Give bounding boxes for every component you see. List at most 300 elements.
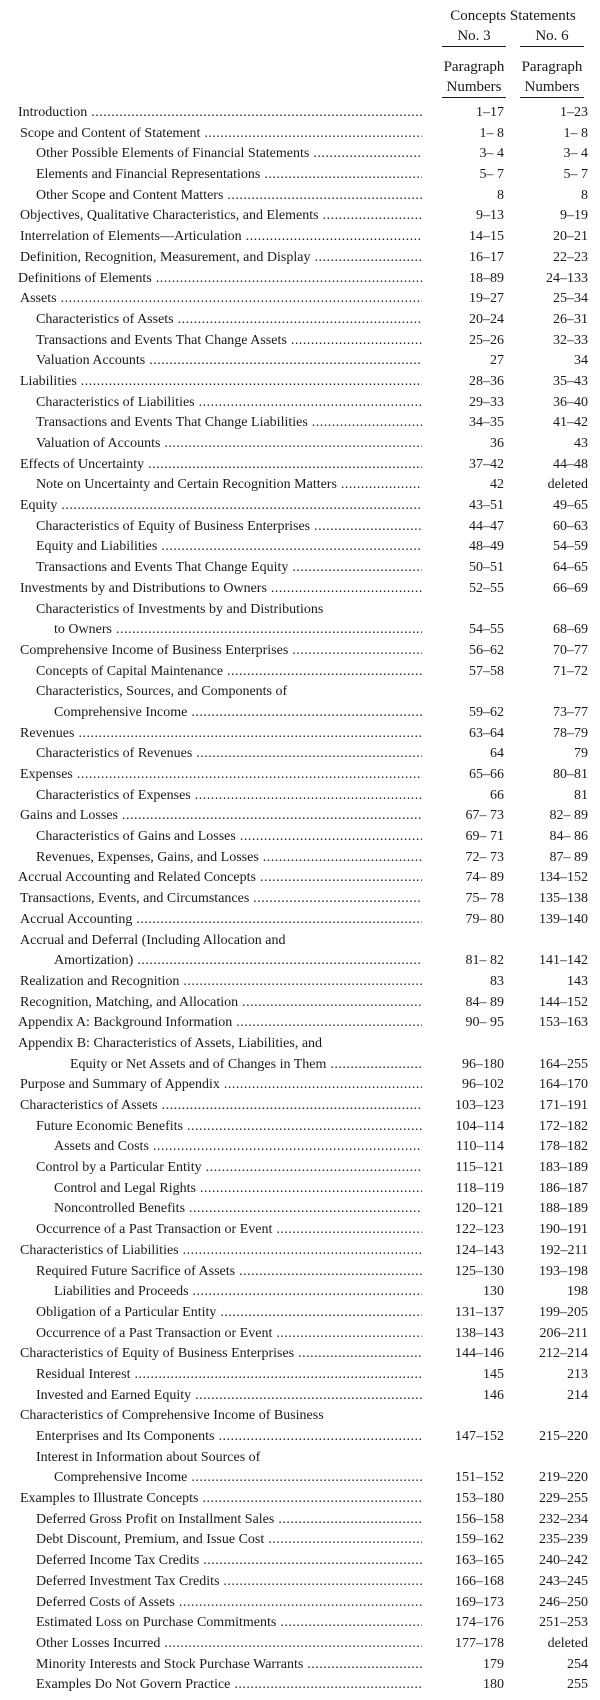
toc-entry-no6-paragraphs: 54–59 bbox=[553, 539, 588, 555]
toc-entry-title: Revenues ..... bbox=[0, 724, 422, 745]
toc-entry bbox=[0, 1655, 600, 1676]
toc-entry-no3-paragraphs: 57–58 bbox=[469, 663, 504, 679]
toc-entry-no6-paragraphs: 81 bbox=[574, 787, 588, 803]
toc-entry-title: Effects of Uncertainty ..... bbox=[0, 455, 422, 476]
toc-entry-title: Examples Do Not Govern Practice ..... bbox=[0, 1675, 422, 1696]
toc-entry-no6-paragraphs: 64–65 bbox=[553, 560, 588, 576]
toc-entry-title: Accrual Accounting ..... bbox=[0, 910, 422, 931]
toc-entry-no3-paragraphs: 104–114 bbox=[455, 1118, 504, 1134]
toc-entry-title: Estimated Loss on Purchase Commitments ..... bbox=[0, 1613, 422, 1634]
column-no3-subtitle bbox=[442, 57, 506, 98]
toc-entry bbox=[0, 848, 600, 869]
toc-entry bbox=[0, 1137, 600, 1158]
toc-entry-title: Other Possible Elements of Financial Statements ..... bbox=[0, 144, 422, 165]
toc-entry-no3-paragraphs: 44–47 bbox=[469, 518, 504, 534]
toc-entry bbox=[0, 703, 600, 724]
toc-entry bbox=[0, 413, 600, 434]
toc-entry-no3-paragraphs: 34–35 bbox=[469, 415, 504, 431]
toc-entry-no3-paragraphs: 153–180 bbox=[455, 1491, 504, 1507]
toc-entry bbox=[0, 910, 600, 931]
toc-entry-no3-paragraphs: 18–89 bbox=[469, 270, 504, 286]
toc-entry-title: Liabilities and Proceeds ..... bbox=[0, 1282, 422, 1303]
toc-entry-title: Realization and Recognition ..... bbox=[0, 972, 422, 993]
toc-entry-no6-paragraphs: 232–234 bbox=[539, 1511, 588, 1527]
toc-entry-no6-paragraphs: deleted bbox=[547, 1635, 588, 1651]
toc-entry-no6-paragraphs: 49–65 bbox=[553, 498, 588, 514]
toc-entry-no3-paragraphs: 9–13 bbox=[476, 208, 504, 224]
toc-entry bbox=[0, 868, 600, 889]
toc-entry bbox=[0, 1034, 600, 1055]
toc-entry bbox=[0, 993, 600, 1014]
toc-entry-no6-paragraphs: 192–211 bbox=[539, 1242, 588, 1258]
toc-entry-title: Interest in Information about Sources of bbox=[36, 1449, 261, 1465]
toc-entry-no6-paragraphs: 32–33 bbox=[553, 332, 588, 348]
column-no3-title: No. 3 bbox=[442, 26, 506, 47]
toc-entry-title: Enterprises and Its Components ..... bbox=[0, 1427, 422, 1448]
toc-entry-title: Other Losses Incurred ..... bbox=[0, 1634, 422, 1655]
toc-entry-title: Introduction ..... bbox=[0, 103, 422, 124]
toc-entry-no3-paragraphs: 8 bbox=[497, 187, 504, 203]
toc-entry bbox=[0, 1262, 600, 1283]
toc-entry-title: Appendix B: Characteristics of Assets, Liabilities, and bbox=[18, 1035, 323, 1051]
toc-entry-no6-paragraphs: 3– 4 bbox=[563, 146, 588, 162]
toc-entry-no3-paragraphs: 37–42 bbox=[469, 456, 504, 472]
toc-entry-no3-paragraphs: 179 bbox=[483, 1656, 504, 1672]
toc-entry-title: Comprehensive Income ..... bbox=[0, 1468, 422, 1489]
toc-entry-title: Minority Interests and Stock Purchase Warrants ..... bbox=[0, 1655, 422, 1676]
toc-entry-no6-paragraphs: 251–253 bbox=[539, 1615, 588, 1631]
toc-entry bbox=[0, 1593, 600, 1614]
toc-entry-title: Amortization) ..... bbox=[0, 951, 422, 972]
toc-entry bbox=[0, 206, 600, 227]
toc-entry-no3-paragraphs: 144–146 bbox=[455, 1346, 504, 1362]
toc-entry-no6-paragraphs: 164–170 bbox=[539, 1077, 588, 1093]
toc-entry bbox=[0, 1241, 600, 1262]
toc-entry-title: Control and Legal Rights ..... bbox=[0, 1179, 422, 1200]
toc-entry-no6-paragraphs: 212–214 bbox=[539, 1346, 588, 1362]
toc-entry-no3-paragraphs: 159–162 bbox=[455, 1532, 504, 1548]
toc-entry-title: Note on Uncertainty and Certain Recognition Matters ..... bbox=[0, 475, 422, 496]
toc-entry bbox=[0, 1613, 600, 1634]
toc-entry-title: Debt Discount, Premium, and Issue Cost ..... bbox=[0, 1530, 422, 1551]
toc-entry-title: Gains and Losses ..... bbox=[0, 806, 422, 827]
toc-entry-title: Investments by and Distributions to Owners ..... bbox=[0, 579, 422, 600]
toc-entry bbox=[0, 475, 600, 496]
toc-entry bbox=[0, 1365, 600, 1386]
toc-entry-title: Characteristics of Equity of Business Enterprises ..... bbox=[0, 517, 422, 538]
toc-entry bbox=[0, 889, 600, 910]
toc-entry-title: Occurrence of a Past Transaction or Event ..... bbox=[0, 1220, 422, 1241]
toc-entry-title: Equity or Net Assets and of Changes in Them ..... bbox=[0, 1055, 422, 1076]
toc-entry-no3-paragraphs: 138–143 bbox=[455, 1325, 504, 1341]
toc-entry-no3-paragraphs: 156–158 bbox=[455, 1511, 504, 1527]
toc-entry-no3-paragraphs: 64 bbox=[490, 746, 504, 762]
toc-entry-no6-paragraphs: 68–69 bbox=[553, 622, 588, 638]
toc-entry bbox=[0, 1489, 600, 1510]
toc-entry bbox=[0, 1282, 600, 1303]
toc-entry-title: to Owners ..... bbox=[0, 620, 422, 641]
toc-entry-title: Appendix A: Background Information ..... bbox=[0, 1013, 422, 1034]
toc-entry-title: Deferred Investment Tax Credits ..... bbox=[0, 1572, 422, 1593]
toc-entry-no3-paragraphs: 66 bbox=[490, 787, 504, 803]
toc-entry-no6-paragraphs: 41–42 bbox=[553, 415, 588, 431]
column-no6-header bbox=[520, 26, 584, 98]
toc-entry-title: Characteristics of Liabilities ..... bbox=[0, 393, 422, 414]
toc-entry-no3-paragraphs: 166–168 bbox=[455, 1573, 504, 1589]
toc-entry-no3-paragraphs: 56–62 bbox=[469, 642, 504, 658]
toc-entry-title: Deferred Gross Profit on Installment Sales ..... bbox=[0, 1510, 422, 1531]
toc-entry bbox=[0, 1406, 600, 1427]
toc-entry-no6-paragraphs: 183–189 bbox=[539, 1160, 588, 1176]
toc-entry bbox=[0, 310, 600, 331]
toc-entry-title: Concepts of Capital Maintenance ..... bbox=[0, 662, 422, 683]
toc-entry-title: Characteristics of Gains and Losses ..... bbox=[0, 827, 422, 848]
toc-entry-no6-paragraphs: 186–187 bbox=[539, 1180, 588, 1196]
toc-entry-title: Control by a Particular Entity ..... bbox=[0, 1158, 422, 1179]
toc-entry bbox=[0, 537, 600, 558]
toc-entry-no3-paragraphs: 29–33 bbox=[469, 394, 504, 410]
toc-entry-title: Comprehensive Income of Business Enterprises ..... bbox=[0, 641, 422, 662]
toc-entry-title: Comprehensive Income ..... bbox=[0, 703, 422, 724]
toc-entry bbox=[0, 1675, 600, 1696]
toc-entry-title: Transactions and Events That Change Equity ..... bbox=[0, 558, 422, 579]
toc-entry bbox=[0, 434, 600, 455]
toc-entry bbox=[0, 641, 600, 662]
toc-entry-title: Recognition, Matching, and Allocation ..... bbox=[0, 993, 422, 1014]
toc-entry bbox=[0, 289, 600, 310]
toc-entry-no3-paragraphs: 110–114 bbox=[456, 1139, 504, 1155]
toc-entry bbox=[0, 165, 600, 186]
toc-entry-no3-paragraphs: 75– 78 bbox=[465, 891, 504, 907]
toc-entry-no6-paragraphs: 190–191 bbox=[539, 1222, 588, 1238]
column-no3-subtitle-line1: Paragraph bbox=[443, 59, 505, 75]
toc-entry-no3-paragraphs: 48–49 bbox=[469, 539, 504, 555]
toc-entry-no6-paragraphs: 34 bbox=[574, 353, 588, 369]
toc-entry-no6-paragraphs: 144–152 bbox=[539, 994, 588, 1010]
toc-entry bbox=[0, 1096, 600, 1117]
toc-entry-no3-paragraphs: 122–123 bbox=[455, 1222, 504, 1238]
toc-entry-no3-paragraphs: 19–27 bbox=[469, 291, 504, 307]
toc-entry-title: Invested and Earned Equity ..... bbox=[0, 1386, 422, 1407]
toc-entry-no6-paragraphs: 246–250 bbox=[539, 1594, 588, 1610]
toc-entry bbox=[0, 1386, 600, 1407]
toc-entry-title: Characteristics, Sources, and Components of bbox=[36, 684, 288, 700]
toc-entry bbox=[0, 1551, 600, 1572]
toc-entry-no6-paragraphs: 235–239 bbox=[539, 1532, 588, 1548]
toc-entry-no3-paragraphs: 67– 73 bbox=[465, 808, 504, 824]
toc-entry bbox=[0, 1199, 600, 1220]
toc-entry-no6-paragraphs: 66–69 bbox=[553, 580, 588, 596]
toc-entry-no6-paragraphs: 1–23 bbox=[560, 105, 588, 120]
toc-entry-no3-paragraphs: 65–66 bbox=[469, 767, 504, 782]
toc-entry-no3-paragraphs: 42 bbox=[490, 477, 504, 493]
toc-entry-no3-paragraphs: 1– 8 bbox=[479, 125, 504, 141]
toc-entry-no3-paragraphs: 125–130 bbox=[455, 1263, 504, 1279]
toc-entry bbox=[0, 1344, 600, 1365]
toc-entry bbox=[0, 1510, 600, 1531]
toc-list bbox=[0, 103, 600, 1696]
toc-entry-no3-paragraphs: 16–17 bbox=[469, 249, 504, 265]
toc-entry bbox=[0, 558, 600, 579]
toc-entry bbox=[0, 455, 600, 476]
toc-entry-no3-paragraphs: 81– 82 bbox=[465, 953, 504, 969]
toc-entry-no6-paragraphs: 43 bbox=[574, 436, 588, 451]
toc-entry-no6-paragraphs: 188–189 bbox=[539, 1201, 588, 1217]
toc-entry-no6-paragraphs: 22–23 bbox=[553, 249, 588, 265]
toc-entry-no3-paragraphs: 130 bbox=[483, 1284, 504, 1300]
toc-entry-title: Characteristics of Liabilities ..... bbox=[0, 1241, 422, 1262]
column-no6-subtitle bbox=[520, 57, 584, 98]
toc-entry-no6-paragraphs: 178–182 bbox=[539, 1139, 588, 1155]
toc-entry bbox=[0, 1013, 600, 1034]
toc-entry-no3-paragraphs: 63–64 bbox=[469, 725, 504, 741]
toc-entry-title: Valuation of Accounts ..... bbox=[0, 434, 422, 455]
toc-entry-title: Required Future Sacrifice of Assets ..... bbox=[0, 1262, 422, 1283]
toc-entry-no3-paragraphs: 59–62 bbox=[469, 704, 504, 720]
toc-entry-title: Deferred Costs of Assets ..... bbox=[0, 1593, 422, 1614]
toc-entry bbox=[0, 1055, 600, 1076]
toc-entry-no6-paragraphs: 153–163 bbox=[539, 1015, 588, 1031]
toc-entry-title: Characteristics of Assets ..... bbox=[0, 1096, 422, 1117]
toc-entry-title: Assets and Costs ..... bbox=[0, 1137, 422, 1158]
toc-entry-no6-paragraphs: 87– 89 bbox=[549, 849, 588, 865]
toc-entry-no3-paragraphs: 72– 73 bbox=[465, 849, 504, 865]
toc-entry-no6-paragraphs: 219–220 bbox=[539, 1470, 588, 1486]
toc-entry-no3-paragraphs: 36 bbox=[490, 436, 504, 451]
toc-entry-no3-paragraphs: 163–165 bbox=[455, 1553, 504, 1569]
toc-entry bbox=[0, 1572, 600, 1593]
toc-entry-title: Occurrence of a Past Transaction or Event ..... bbox=[0, 1324, 422, 1345]
toc-entry bbox=[0, 972, 600, 993]
toc-entry-title: Noncontrolled Benefits ..... bbox=[0, 1199, 422, 1220]
toc-entry-no6-paragraphs: 134–152 bbox=[539, 870, 588, 886]
toc-entry bbox=[0, 103, 600, 124]
toc-entry bbox=[0, 351, 600, 372]
toc-entry-no3-paragraphs: 169–173 bbox=[455, 1594, 504, 1610]
toc-entry-no6-paragraphs: 255 bbox=[567, 1677, 588, 1693]
toc-entry-no3-paragraphs: 180 bbox=[483, 1677, 504, 1693]
toc-entry-title: Assets ..... bbox=[0, 289, 422, 310]
toc-entry-no3-paragraphs: 147–152 bbox=[455, 1429, 504, 1444]
toc-entry-no3-paragraphs: 52–55 bbox=[469, 580, 504, 596]
toc-entry-no6-paragraphs: 82– 89 bbox=[549, 808, 588, 824]
toc-entry-title: Characteristics of Expenses ..... bbox=[0, 786, 422, 807]
toc-entry-no6-paragraphs: 9–19 bbox=[560, 208, 588, 224]
toc-entry-title: Characteristics of Equity of Business Enterprises ..... bbox=[0, 1344, 422, 1365]
toc-entry-no3-paragraphs: 79– 80 bbox=[465, 911, 504, 927]
toc-entry-no6-paragraphs: 80–81 bbox=[553, 767, 588, 782]
toc-entry bbox=[0, 724, 600, 745]
toc-entry bbox=[0, 620, 600, 641]
toc-entry-no6-paragraphs: 206–211 bbox=[539, 1325, 588, 1341]
toc-entry-no3-paragraphs: 20–24 bbox=[469, 311, 504, 327]
toc-entry-title: Equity ..... bbox=[0, 496, 422, 517]
toc-entry bbox=[0, 372, 600, 393]
toc-entry-no3-paragraphs: 118–119 bbox=[456, 1180, 504, 1196]
toc-entry-no3-paragraphs: 84– 89 bbox=[465, 994, 504, 1010]
toc-entry bbox=[0, 331, 600, 352]
toc-entry-title: Scope and Content of Statement ..... bbox=[0, 124, 422, 145]
toc-entry-no6-paragraphs: 84– 86 bbox=[549, 829, 588, 845]
toc-entry bbox=[0, 600, 600, 621]
toc-entry-no6-paragraphs: 79 bbox=[574, 746, 588, 762]
toc-entry-no6-paragraphs: 20–21 bbox=[553, 229, 588, 245]
toc-entry-no6-paragraphs: 1– 8 bbox=[563, 125, 588, 141]
toc-entry bbox=[0, 1530, 600, 1551]
toc-entry bbox=[0, 1179, 600, 1200]
toc-entry-no6-paragraphs: 213 bbox=[567, 1366, 588, 1382]
toc-entry-no3-paragraphs: 50–51 bbox=[469, 560, 504, 576]
toc-entry bbox=[0, 269, 600, 290]
toc-entry-no6-paragraphs: 199–205 bbox=[539, 1304, 588, 1320]
toc-entry-title: Transactions, Events, and Circumstances ..... bbox=[0, 889, 422, 910]
toc-entry-title: Objectives, Qualitative Characteristics, and Elements ..... bbox=[0, 206, 422, 227]
toc-entry bbox=[0, 931, 600, 952]
toc-entry-no3-paragraphs: 96–180 bbox=[462, 1056, 504, 1072]
toc-entry-no6-paragraphs: 5– 7 bbox=[563, 167, 588, 183]
toc-entry-no3-paragraphs: 131–137 bbox=[455, 1304, 504, 1320]
toc-entry-title: Definitions of Elements ..... bbox=[0, 269, 422, 290]
toc-entry-title: Accrual Accounting and Related Concepts ..... bbox=[0, 868, 422, 889]
toc-entry-no3-paragraphs: 1–17 bbox=[476, 105, 504, 120]
toc-entry-no3-paragraphs: 120–121 bbox=[455, 1201, 504, 1217]
toc-entry bbox=[0, 765, 600, 786]
toc-entry-no6-paragraphs: 243–245 bbox=[539, 1573, 588, 1589]
toc-entry-no6-paragraphs: 73–77 bbox=[553, 704, 588, 720]
toc-entry bbox=[0, 186, 600, 207]
toc-entry bbox=[0, 1220, 600, 1241]
toc-entry bbox=[0, 951, 600, 972]
toc-entry bbox=[0, 248, 600, 269]
toc-entry-title: Expenses ..... bbox=[0, 765, 422, 786]
toc-entry-title: Characteristics of Revenues ..... bbox=[0, 744, 422, 765]
column-no6-subtitle-line2: Numbers bbox=[520, 77, 584, 98]
toc-entry-no3-paragraphs: 74– 89 bbox=[465, 870, 504, 886]
toc-entry-no6-paragraphs: 70–77 bbox=[553, 642, 588, 658]
toc-entry-no3-paragraphs: 151–152 bbox=[455, 1470, 504, 1486]
toc-entry-no6-paragraphs: 71–72 bbox=[553, 663, 588, 679]
toc-entry-no6-paragraphs: 78–79 bbox=[553, 725, 588, 741]
toc-entry-no3-paragraphs: 145 bbox=[483, 1366, 504, 1382]
toc-entry-title: Interrelation of Elements—Articulation ..... bbox=[0, 227, 422, 248]
toc-entry-title: Transactions and Events That Change Assets ..... bbox=[0, 331, 422, 352]
toc-entry bbox=[0, 1324, 600, 1345]
toc-entry-title: Purpose and Summary of Appendix ..... bbox=[0, 1075, 422, 1096]
toc-entry-no3-paragraphs: 96–102 bbox=[462, 1077, 504, 1093]
column-no6-title: No. 6 bbox=[520, 26, 584, 47]
toc-entry bbox=[0, 662, 600, 683]
toc-entry-no6-paragraphs: deleted bbox=[547, 477, 588, 493]
toc-entry-no6-paragraphs: 26–31 bbox=[553, 311, 588, 327]
toc-entry bbox=[0, 517, 600, 538]
toc-entry-title: Future Economic Benefits ..... bbox=[0, 1117, 422, 1138]
toc-entry bbox=[0, 579, 600, 600]
toc-entry bbox=[0, 1158, 600, 1179]
toc-entry-no3-paragraphs: 83 bbox=[490, 973, 504, 989]
toc-entry bbox=[0, 806, 600, 827]
toc-entry-no6-paragraphs: 141–142 bbox=[539, 953, 588, 969]
toc-entry bbox=[0, 682, 600, 703]
toc-entry-no6-paragraphs: 44–48 bbox=[553, 456, 588, 472]
toc-entry-no3-paragraphs: 90– 95 bbox=[465, 1015, 504, 1031]
toc-entry-title: Characteristics of Assets ..... bbox=[0, 310, 422, 331]
toc-entry bbox=[0, 1303, 600, 1324]
column-no6-subtitle-line1: Paragraph bbox=[521, 59, 583, 75]
toc-entry-no3-paragraphs: 124–143 bbox=[455, 1242, 504, 1258]
toc-entry-no3-paragraphs: 174–176 bbox=[455, 1615, 504, 1631]
toc-entry-no3-paragraphs: 27 bbox=[490, 353, 504, 369]
toc-entry-no3-paragraphs: 69– 71 bbox=[465, 829, 504, 845]
toc-entry-title: Characteristics of Investments by and Distributions bbox=[36, 601, 324, 617]
toc-entry bbox=[0, 496, 600, 517]
toc-entry-no6-paragraphs: 172–182 bbox=[539, 1118, 588, 1134]
toc-entry-no6-paragraphs: 198 bbox=[567, 1284, 588, 1300]
toc-entry-no6-paragraphs: 36–40 bbox=[553, 394, 588, 410]
toc-entry-title: Definition, Recognition, Measurement, and Display ..... bbox=[0, 248, 422, 269]
toc-entry-no3-paragraphs: 28–36 bbox=[469, 373, 504, 389]
toc-entry bbox=[0, 144, 600, 165]
toc-entry-no6-paragraphs: 229–255 bbox=[539, 1491, 588, 1507]
toc-entry-no3-paragraphs: 14–15 bbox=[469, 229, 504, 245]
toc-entry-no3-paragraphs: 25–26 bbox=[469, 332, 504, 348]
toc-entry-title: Deferred Income Tax Credits ..... bbox=[0, 1551, 422, 1572]
column-no3-header bbox=[442, 26, 506, 98]
toc-entry bbox=[0, 124, 600, 145]
toc-entry-no6-paragraphs: 215–220 bbox=[539, 1429, 588, 1444]
toc-entry-no3-paragraphs: 54–55 bbox=[469, 622, 504, 638]
toc-entry bbox=[0, 1075, 600, 1096]
toc-entry-no3-paragraphs: 5– 7 bbox=[479, 167, 504, 183]
toc-entry-no6-paragraphs: 25–34 bbox=[553, 291, 588, 307]
toc-entry-title: Residual Interest ..... bbox=[0, 1365, 422, 1386]
toc-entry-title: Elements and Financial Representations ..... bbox=[0, 165, 422, 186]
column-no3-subtitle-line2: Numbers bbox=[442, 77, 506, 98]
toc-entry-no3-paragraphs: 43–51 bbox=[469, 498, 504, 514]
toc-entry bbox=[0, 744, 600, 765]
toc-entry-title: Characteristics of Comprehensive Income of Business bbox=[20, 1408, 324, 1424]
toc-entry bbox=[0, 227, 600, 248]
toc-entry-no6-paragraphs: 193–198 bbox=[539, 1263, 588, 1279]
toc-entry-title: Revenues, Expenses, Gains, and Losses ..... bbox=[0, 848, 422, 869]
toc-entry-title: Other Scope and Content Matters ..... bbox=[0, 186, 422, 207]
toc-entry-title: Liabilities ..... bbox=[0, 372, 422, 393]
toc-entry-no6-paragraphs: 139–140 bbox=[539, 911, 588, 927]
toc-entry bbox=[0, 1448, 600, 1469]
toc-entry bbox=[0, 1634, 600, 1655]
toc-entry-title: Equity and Liabilities ..... bbox=[0, 537, 422, 558]
toc-entry-no6-paragraphs: 214 bbox=[567, 1387, 588, 1403]
toc-entry bbox=[0, 1468, 600, 1489]
column-group-header: Concepts Statements bbox=[450, 8, 576, 24]
toc-entry-no6-paragraphs: 164–255 bbox=[539, 1056, 588, 1072]
toc-entry-no6-paragraphs: 254 bbox=[567, 1656, 588, 1672]
toc-entry-title: Transactions and Events That Change Liabilities ..... bbox=[0, 413, 422, 434]
toc-entry-title: Accrual and Deferral (Including Allocation and bbox=[20, 932, 286, 948]
toc-entry bbox=[0, 786, 600, 807]
toc-entry-no3-paragraphs: 146 bbox=[483, 1387, 504, 1403]
toc-entry-no3-paragraphs: 103–123 bbox=[455, 1098, 504, 1113]
toc-entry-no6-paragraphs: 35–43 bbox=[553, 373, 588, 389]
toc-entry-no6-paragraphs: 171–191 bbox=[539, 1098, 588, 1113]
toc-entry bbox=[0, 827, 600, 848]
toc-entry bbox=[0, 393, 600, 414]
toc-entry-no3-paragraphs: 115–121 bbox=[455, 1160, 504, 1176]
toc-entry-no3-paragraphs: 3– 4 bbox=[479, 146, 504, 162]
toc-entry-title: Examples to Illustrate Concepts ..... bbox=[0, 1489, 422, 1510]
toc-entry-no6-paragraphs: 24–133 bbox=[546, 270, 588, 286]
toc-entry bbox=[0, 1427, 600, 1448]
toc-entry-no6-paragraphs: 135–138 bbox=[539, 891, 588, 907]
